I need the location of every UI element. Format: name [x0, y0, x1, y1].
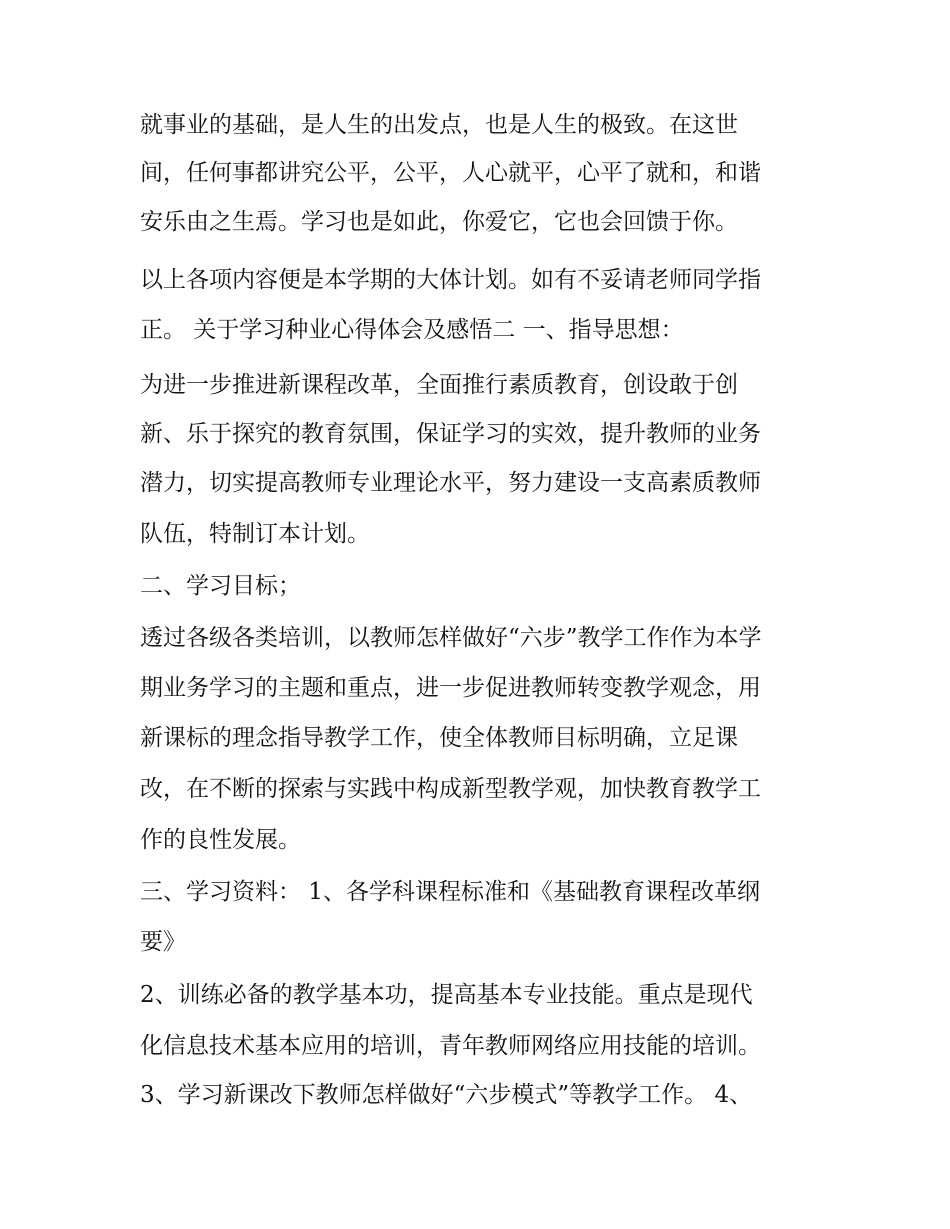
- text-line: 3、学习新课改下教师怎样做好“六步模式”等教学工作。 4、: [140, 1082, 753, 1108]
- text-line: 要》: [140, 929, 186, 955]
- text-line: 间，任何事都讲究公平，公平，人心就平，心平了就和，和谐: [140, 160, 761, 186]
- text-line: 二、学习目标；: [140, 573, 301, 599]
- text-line: 新课标的理念指导教学工作，使全体教师目标明确，立足课: [140, 725, 738, 751]
- text-line: 新、乐于探究的教育氛围，保证学习的实效，提升教师的业务: [140, 421, 761, 447]
- text-line: 潜力，切实提高教师专业理论水平，努力建设一支高素质教师: [140, 470, 761, 496]
- text-line: 改，在不断的探索与实践中构成新型教学观，加快教育教学工: [140, 776, 761, 802]
- text-line: 化信息技术基本应用的培训，青年教师网络应用技能的培训。: [140, 1033, 761, 1059]
- text-line: 队伍，特制订本计划。: [140, 521, 370, 547]
- text-line: 安乐由之生焉。学习也是如此，你爱它，它也会回馈于你。: [140, 209, 738, 235]
- text-line: 就事业的基础，是人生的出发点，也是人生的极致。在这世: [140, 112, 738, 138]
- text-line: 为进一步推进新课程改革，全面推行素质教育，创设敢于创: [140, 372, 738, 398]
- text-line: 透过各级各类培训，以教师怎样做好“六步”教学工作作为本学: [140, 625, 762, 651]
- text-line: 期业务学习的主题和重点，进一步促进教师转变教学观念，用: [140, 675, 761, 701]
- text-line: 以上各项内容便是本学期的大体计划。如有不妥请老师同学指: [140, 267, 761, 293]
- text-line: 2、训练必备的教学基本功，提高基本专业技能。重点是现代: [140, 982, 753, 1008]
- text-line: 三、学习资料： 1、各学科课程标准和《基础教育课程改革纲: [140, 879, 760, 905]
- text-line: 正。 关于学习种业心得体会及感悟二 一、指导思想：: [140, 317, 684, 343]
- text-line: 作的良性发展。: [140, 827, 301, 853]
